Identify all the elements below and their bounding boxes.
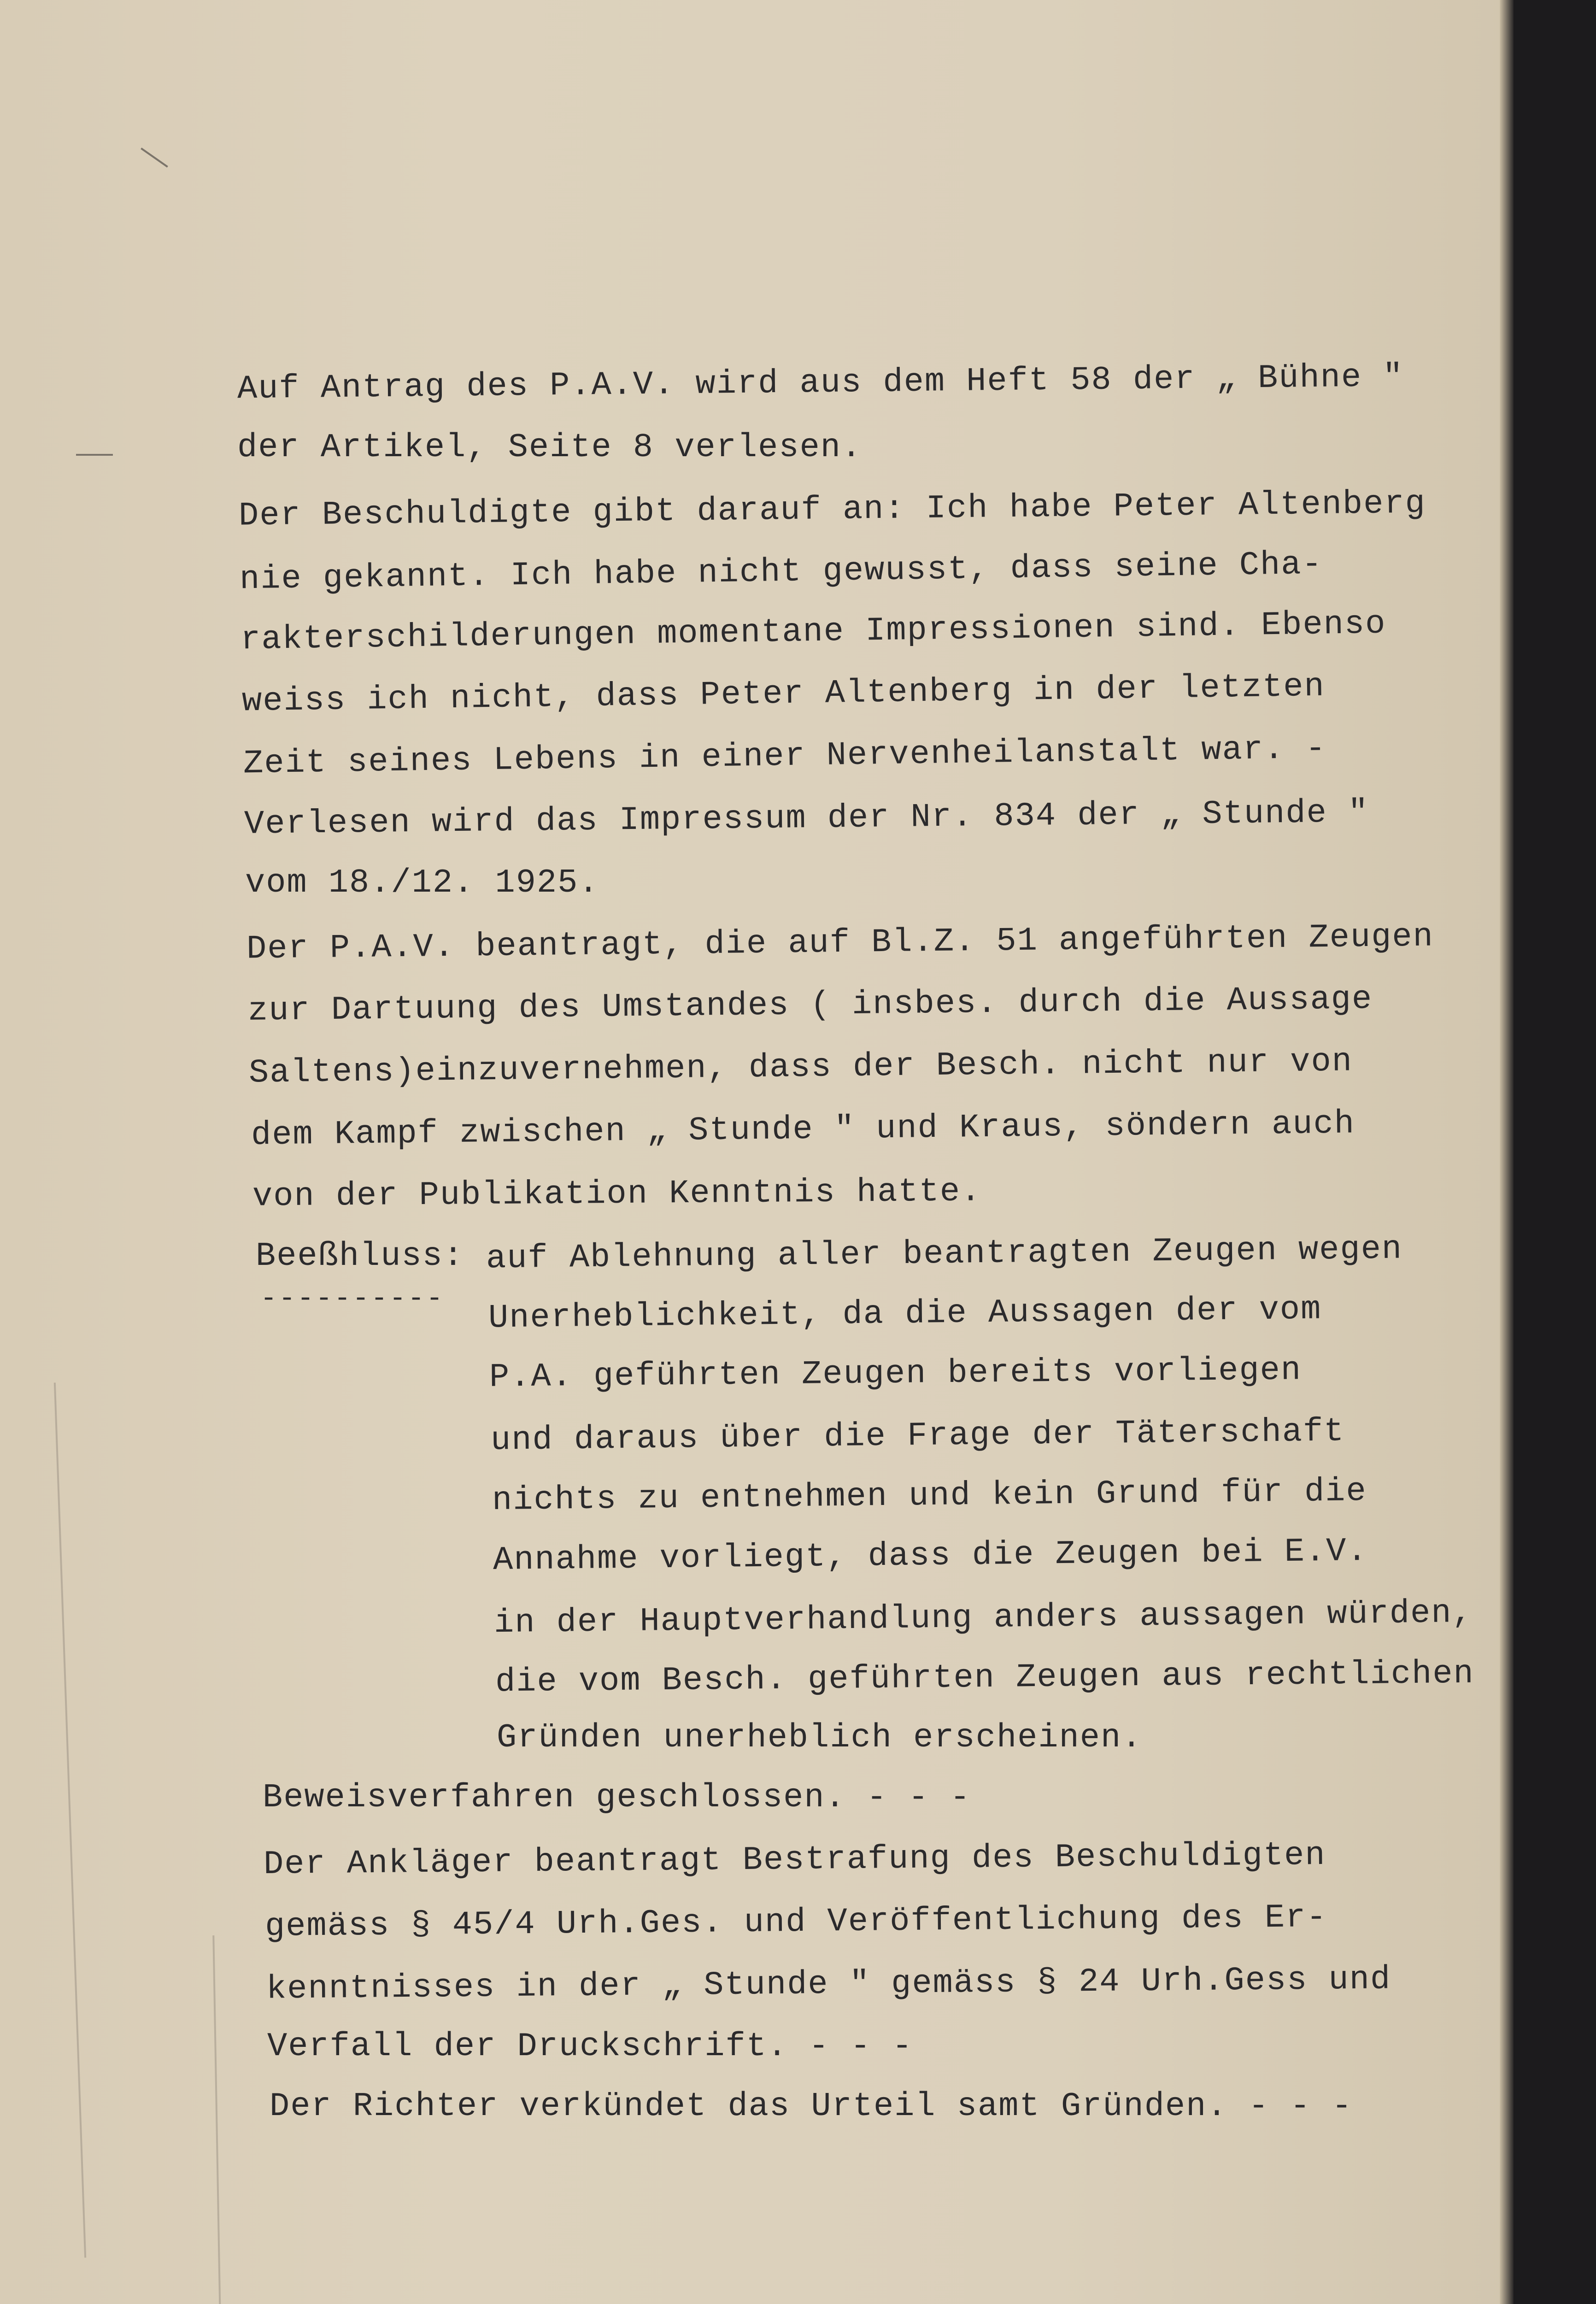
beschluss-line: nichts zu entnehmen und kein Grund für die	[492, 1472, 1367, 1519]
closing-line: Beweisverfahren geschlossen. - - -	[263, 1779, 971, 1816]
closing-line: Der Richter verkündet das Urteil samt Gründen. - - -	[270, 2087, 1353, 2125]
document-line: Verlesen wird das Impressum der Nr. 834 der „ Stunde "	[244, 793, 1369, 843]
document-line: weiss ich nicht, dass Peter Altenberg in der letzten	[241, 667, 1326, 721]
closing-line: Der Ankläger beantragt Bestrafung des Beschuldigten	[263, 1836, 1326, 1884]
margin-mark	[76, 454, 113, 456]
beschluss-line: in der Hauptverhandlung anders aussagen würden,	[493, 1593, 1473, 1642]
beschluss-line: und daraus über die Frage der Täterschaft	[490, 1412, 1345, 1459]
beschluss-line: P.A. geführten Zeugen bereits vorliegen	[489, 1351, 1302, 1396]
closing-line: Verfall der Druckschrift. - - -	[267, 2028, 913, 2065]
closing-line: kenntnisses in der „ Stunde " gemäss § 24 Urh.Gess und	[266, 1960, 1391, 2008]
beschluss-label: Beeßhluss:	[256, 1237, 464, 1275]
document-line: Zeit seines Lebens in einer Nervenheilanstalt war. -	[243, 729, 1327, 783]
document-line: Auf Antrag des P.A.V. wird aus dem Heft 58 der „ Bühne "	[237, 358, 1404, 408]
document-line: zur Dartuung des Umstandes ( insbes. durch die Aussage	[247, 980, 1373, 1030]
document-line: der Artikel, Seite 8 verlesen.	[237, 429, 863, 466]
beschluss-line: die vom Besch. geführten Zeugen aus rechtlichen	[495, 1654, 1475, 1701]
beschluss-underline: ----------	[260, 1283, 445, 1315]
document-line: vom 18./12. 1925.	[245, 864, 599, 902]
document-line: rakterschilderungen momentane Impressionen sind. Ebenso	[240, 605, 1386, 659]
paper-edge-shadow	[1500, 0, 1514, 2304]
document-line: dem Kampf zwischen „ Stunde " und Kraus, söndern auch	[251, 1105, 1355, 1154]
document-line: nie gekannt. Ich habe nicht gewusst, dass seine Cha-	[239, 545, 1323, 599]
document-line: Saltens)einzuvernehmen, dass der Besch. nicht nur von	[248, 1042, 1353, 1092]
beschluss-line: Gründen unerheblich erscheinen.	[497, 1719, 1143, 1757]
document-line: von der Publikation Kenntnis hatte.	[252, 1172, 982, 1216]
beschluss-line: auf Ablehnung aller beantragten Zeugen wegen	[486, 1230, 1403, 1278]
document-line: Der Beschuldigte gibt darauf an: Ich habe Peter Altenberg	[238, 484, 1426, 535]
document-line: Der P.A.V. beantragt, die auf Bl.Z. 51 angeführten Zeugen	[246, 917, 1434, 968]
beschluss-line: Unerheblichkeit, da die Aussagen der vom	[488, 1290, 1322, 1337]
closing-line: gemäss § 45/4 Urh.Ges. und Veröffentlichung des Er-	[264, 1898, 1327, 1946]
beschluss-line: Annahme vorliegt, dass die Zeugen bei E.V.	[493, 1532, 1368, 1579]
